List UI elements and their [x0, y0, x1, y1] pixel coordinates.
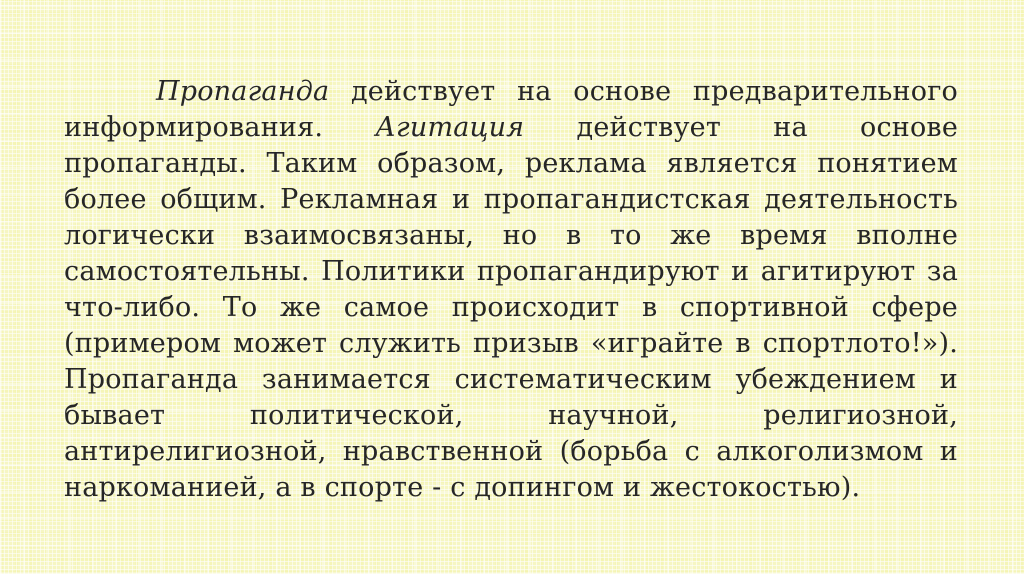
term-propaganda: Пропаганда	[156, 76, 330, 107]
term-agitation: Агитация	[375, 112, 525, 143]
body-text-paragraph	[64, 74, 958, 506]
paragraph-segment-2: действует на основе пропаганды. Таким образом, реклама является понятием более общим. Рекламная и пропагандистская деятельность логически взаимосвязаны, но в то же время вполне самостоятельны. Политики пропагандируют и агитируют за что-либо. То же самое происходит в спортивной сфере (примером может служить призыв «играйте в спортлото!»). Пропаганда занимается систематическим убеждением и бывает политической, научной, религиозной, антирелигиозной, нравственной (борьба с алкоголизмом и наркоманией, а в спорте - с допингом и жестокостью).	[64, 112, 959, 503]
paragraph-segment-1: действует на основе предварительного информирования.	[64, 76, 958, 143]
